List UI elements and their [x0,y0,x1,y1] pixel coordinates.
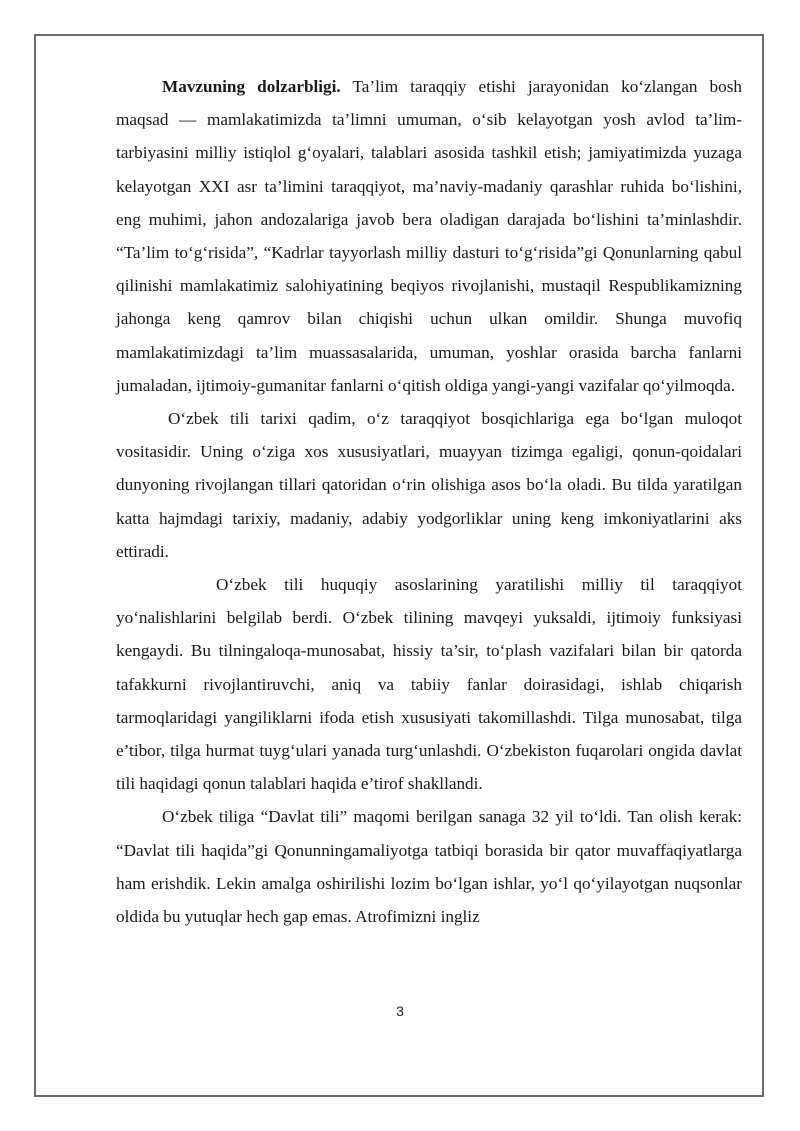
paragraph-legal-foundations: O‘zbek tili huquqiy asoslarining yaratilishi milliy til taraqqiyot yo‘nalishlarini belgilab berdi. O‘zbek tilining mavqeyi yuksaldi, ijtimoiy funksiyasi kengaydi. Bu tilningaloqa-munosabat, hissiy ta’sir, to‘plash vazifalari bilan bir qatorda tafakkurni rivojlantiruvchi, aniq va tabiiy fanlar doirasidagi, ishlab chiqarish tarmoqlaridagi yangiliklarni ifoda etish xususiyati takomillashdi. Tilga munosabat, tilga e’tibor, tilga hurmat tuyg‘ulari yanada turg‘unlashdi. O‘zbekiston fuqarolari ongida davlat tili haqidagi qonun talablari haqida e’tirof shakllandi. [116,575,742,794]
paragraph-text: Ta’lim taraqqiy etishi jarayonidan ko‘zlangan bosh maqsad — mamlakatimizda ta’limni umuman, o‘sib kelayotgan yosh avlod ta’lim-tarbiyasini milliy istiqlol g‘oyalari, talablari asosida tashkil etish; jamiyatimizda yuzaga kelayotgan XXI asr ta’limini taraqqiyot, ma’naviy-madaniy qarashlar ruhida bo‘lishini, eng muhimi, jahon andozalariga javob bera oladigan darajada bo‘lishini ta’minlashdir. “Ta’lim to‘g‘risida”, “Kadrlar tayyorlash milliy dasturi to‘g‘risida”gi Qonunlarning qabul qilinishi mamlakatimiz salohiyatining beqiyos rivojlanishi, mustaqil Respublikamizning jahonga keng qamrov bilan chiqishi uchun ulkan omildir. Shunga muvofiq mamlakatimizdagi ta’lim muassasalarida, umuman, yoshlar orasida barcha fanlarni jumaladan, ijtimoiy-gumanitar fanlarni o‘qitish oldiga yangi-yangi vazifalar qo‘yilmoqda. [116,77,743,395]
document-body [116,70,742,933]
paragraph-lead-heading: Mavzuning dolzarbligi. [162,77,341,96]
paragraph-relevance [116,70,742,402]
page-number: 3 [396,1003,404,1019]
paragraph-state-language: O‘zbek tiliga “Davlat tili” maqomi berilgan sanaga 32 yil to‘ldi. Tan olish kerak: “Davlat tili haqida”gi Qonunningamaliyotga tatbiqi borasida bir qator muvaffaqiyatlarga ham erishdik. Lekin amalga oshirilishi lozim bo‘lgan ishlar, yo‘l qo‘yilayotgan nuqsonlar oldida bu yutuqlar hech gap emas. Atrofimizni ingliz [116,807,742,927]
paragraph-uzbek-language-history: O‘zbek tili tarixi qadim, o‘z taraqqiyot bosqichlariga ega bo‘lgan muloqot vositasidir. Uning o‘ziga xos xususiyatlari, muayyan tizimga egaligi, qonun-qoidalari dunyoning rivojlangan tillari qatoridan o‘rin olishiga asos bo‘la oladi. Bu tilda yaratilgan katta hajmdagi tarixiy, madaniy, adabiy yodgorliklar uning keng imkoniyatlarini aks ettiradi. [116,409,742,561]
